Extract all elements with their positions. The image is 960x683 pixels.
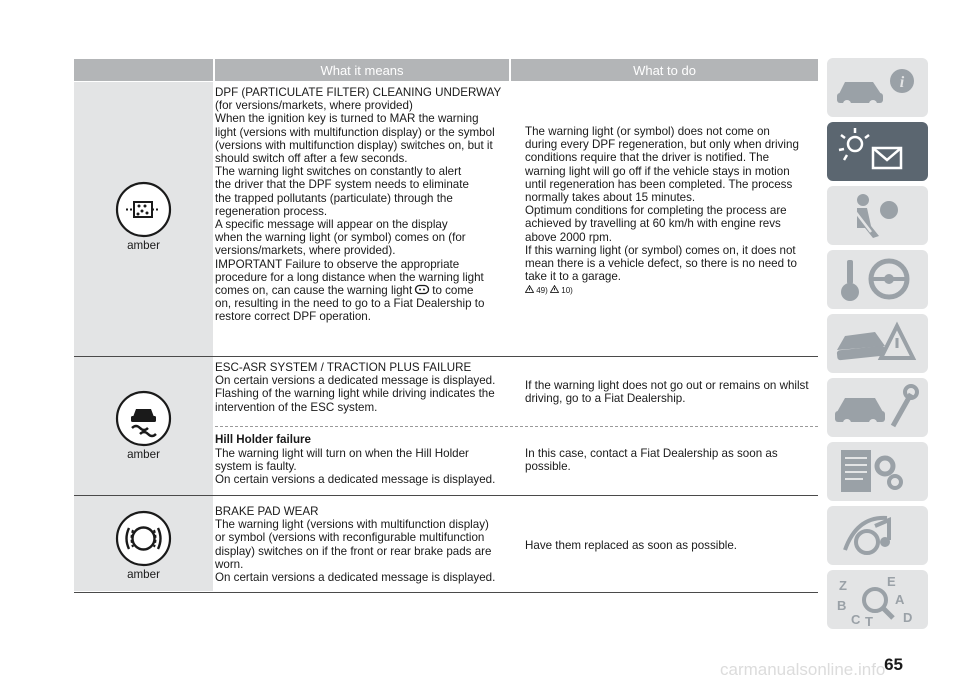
- dpf-means-tail: on, resulting in the need to go to a Fiat Dealership to restore correct DPF operation.: [215, 297, 485, 324]
- esc-warning-light-icon: [115, 390, 172, 447]
- emergency-tab-icon[interactable]: [827, 314, 928, 373]
- dpf-todo-text: The warning light (or symbol) does not come on during every DPF regeneration, but only when driving conditions require that the driver is notified. The warning light will go off if the vehicle stays in motion until regeneration has been completed. The process normally takes about 15 minutes. Optimum conditions for completing the process are achieved by travelling at 60 km/h with engine revs above 2000 rpm. If this warning light (or symbol) comes on, it does not mean there is a vehicle defect, so there is no need to take it to a garage.: [525, 125, 799, 284]
- dpf-means-text: DPF (PARTICULATE FILTER) CLEANING UNDERWAY (for versions/markets, where provided) When the ignition key is turned to MAR the warning light (versions with multifunction display) or the symbol (versions with multifunction display) switches on, but it should switch off after a few seconds. The warning light switches on constantly to alert the driver that the DPF system needs to eliminate the trapped pollutants (particulate) through the regeneration process. A specific message will appear on the display when the warning light (or symbol) comes on (for versions/markets, where provided). IMPORTANT Failure to observe the appropriate procedure for a long distance when the warning light comes on, can cause the warning light: [215, 86, 502, 298]
- header-what-it-means: What it means: [215, 59, 509, 81]
- index-tab-icon[interactable]: [827, 570, 928, 629]
- color-label-esc: amber: [127, 448, 160, 461]
- index-letter: T: [865, 614, 873, 629]
- warning-triangle-icon: [525, 285, 534, 293]
- color-label-brake: amber: [127, 568, 160, 581]
- color-label-dpf: amber: [127, 239, 160, 252]
- index-letter: D: [903, 610, 913, 625]
- header-what-to-do: What to do: [511, 59, 818, 81]
- multimedia-tab-icon[interactable]: [827, 506, 928, 565]
- hill-holder-what-to-do: In this case, contact a Fiat Dealership as soon as possible.: [525, 447, 778, 474]
- esc-what-it-means: ESC-ASR SYSTEM / TRACTION PLUS FAILURE On certain versions a dedicated message is displayed. Flashing of the warning light while driving indicates the intervention of the ESC system.: [215, 361, 496, 414]
- dpf-ref-warning: 49): [536, 286, 548, 296]
- starting-driving-tab-icon[interactable]: [827, 250, 928, 309]
- index-letter: Z: [839, 578, 847, 593]
- dpf-ref-caution: 10): [561, 286, 573, 296]
- technical-data-tab-icon[interactable]: [827, 442, 928, 501]
- dpf-warning-light-icon: [115, 181, 172, 238]
- esc-what-to-do: If the warning light does not go out or remains on whilst driving, go to a Fiat Dealership.: [525, 379, 809, 406]
- car-info-tab-icon[interactable]: [827, 58, 928, 117]
- warning-lights-tab-icon[interactable]: [827, 122, 928, 181]
- brake-pad-warning-light-icon: [115, 510, 172, 567]
- index-letter: A: [895, 592, 905, 607]
- watermark: carmanualsonline.info: [720, 660, 886, 679]
- maintenance-tab-icon[interactable]: [827, 378, 928, 437]
- header-icon-column: [74, 59, 213, 81]
- dpf-inline-icon: [414, 284, 430, 295]
- row-divider: [74, 356, 818, 357]
- hill-holder-what-it-means: The warning light will turn on when the Hill Holder system is faulty. On certain versions a dedicated message is displayed.: [215, 447, 496, 487]
- brake-what-to-do: Have them replaced as soon as possible.: [525, 539, 738, 552]
- index-letter: B: [837, 598, 847, 613]
- page-number: 65: [884, 655, 903, 674]
- dpf-means-after-icon: to come: [432, 284, 474, 298]
- table-bottom-rule: [74, 592, 818, 593]
- dpf-what-to-do: [525, 125, 821, 298]
- dpf-references: [525, 286, 573, 295]
- index-letter: C: [851, 612, 861, 627]
- brake-what-it-means: BRAKE PAD WEAR The warning light (versions with multifunction display) or symbol (versions with reconfigurable multifunction display) switches on if the front or rear brake pads are worn. On certain versions a dedicated message is displayed.: [215, 505, 496, 585]
- row-divider: [74, 495, 818, 496]
- hill-holder-title: Hill Holder failure: [215, 433, 311, 446]
- sub-row-divider: [215, 426, 818, 427]
- safety-airbag-tab-icon[interactable]: [827, 186, 928, 245]
- index-letter: E: [887, 574, 896, 589]
- caution-triangle-icon: [550, 285, 559, 293]
- dpf-what-it-means: [215, 86, 513, 324]
- svg-text:i: i: [899, 74, 905, 91]
